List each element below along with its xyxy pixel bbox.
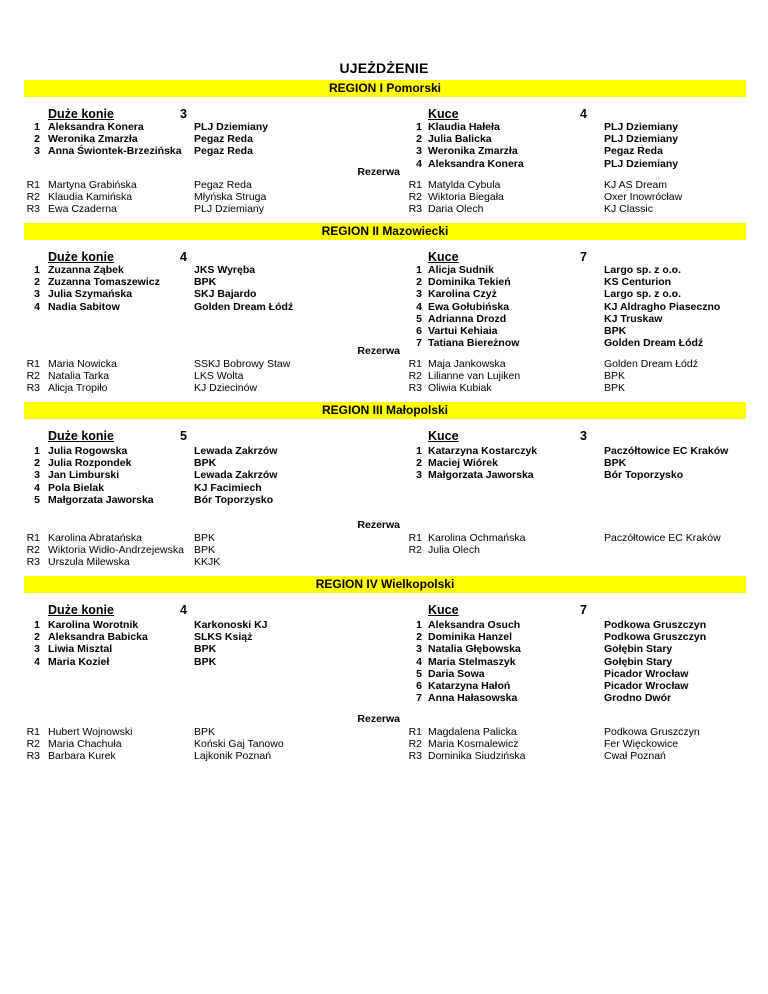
entry-rider-name: Tatiana Biereżnow	[428, 337, 520, 350]
reserve-rider-name: Ewa Czaderna	[48, 203, 117, 216]
reserve-list	[0, 532, 768, 556]
entry-number: 1	[34, 121, 40, 133]
reserve-club-name: KJ AS Dream	[604, 179, 668, 191]
entry-number: 3	[416, 469, 422, 482]
entry-number: 1	[416, 619, 422, 631]
entry-number: 5	[34, 493, 40, 506]
reserve-club-name: PLJ Dziemiany	[194, 203, 265, 216]
reserve-rider-name: Maria Kosmalewicz	[428, 738, 519, 751]
entry-number: 1	[416, 264, 422, 276]
reserve-club-name: BPK	[194, 726, 216, 738]
entry-number: 2	[34, 457, 40, 470]
entry-club-name: PLJ Dziemiany	[194, 121, 269, 133]
reserve-list	[0, 179, 768, 216]
reserve-rider-name: Lilianne van Lujiken	[428, 370, 521, 383]
entry-rider-name: Natalia Głębowska	[428, 643, 521, 656]
reserve-number: R3	[26, 203, 40, 216]
entry-rider-name: Maria Kozieł	[48, 655, 110, 668]
entry-row	[0, 288, 768, 300]
entry-club-name: KJ Aldragho Piaseczno	[604, 300, 721, 313]
reserve-row	[0, 532, 768, 544]
reserve-club-name: KJ Dziecinów	[194, 382, 258, 395]
entry-number: 1	[34, 264, 40, 276]
reserve-club-name: Lajkonik Poznań	[194, 750, 272, 763]
category-count: 5	[180, 429, 187, 443]
reserve-number: R1	[26, 532, 40, 544]
entry-row	[0, 445, 768, 457]
entry-club-name: Podkowa Gruszczyn	[604, 619, 707, 631]
entry-club-name: Bór Toporzysko	[604, 469, 684, 482]
reserve-number: R2	[408, 191, 422, 204]
entry-rider-name: Zuzanna Ząbek	[48, 264, 124, 276]
entry-number: 4	[416, 300, 422, 313]
entry-row	[0, 313, 768, 325]
category-count: 4	[180, 603, 187, 617]
reserve-row	[0, 382, 768, 394]
entry-rider-name: Julia Rozpondek	[48, 457, 132, 470]
entry-club-name: PLJ Dziemiany	[604, 121, 679, 133]
entry-number: 4	[416, 157, 422, 170]
entry-number: 1	[416, 445, 422, 457]
reserve-number: R1	[26, 358, 40, 370]
entry-rider-name: Dominika Tekień	[428, 276, 511, 289]
entry-row	[0, 145, 768, 157]
reserve-club-name: BPK	[604, 382, 626, 395]
region-header: REGION IV Wielkopolski	[24, 576, 746, 593]
entry-rider-name: Karolina Czyż	[428, 288, 497, 301]
entry-club-name: Karkonoski KJ	[194, 619, 268, 631]
reserve-number: R3	[26, 750, 40, 763]
reserve-rider-name: Martyna Grabińska	[48, 179, 137, 191]
reserve-rider-name: Karolina Abratańska	[48, 532, 142, 544]
reserve-club-name: Podkowa Gruszczyn	[604, 726, 700, 738]
category-heading: Kuce	[428, 107, 459, 121]
reserve-number: R1	[408, 358, 422, 370]
entry-number: 2	[416, 133, 422, 146]
entry-number: 3	[34, 643, 40, 656]
reserve-club-name: BPK	[194, 544, 216, 557]
entry-club-name: KS Centurion	[604, 276, 672, 289]
reserve-number: R3	[26, 382, 40, 395]
entry-number: 2	[34, 631, 40, 644]
entry-row	[0, 121, 768, 133]
reserve-rider-name: Oliwia Kubiak	[428, 382, 492, 395]
reserve-number: R1	[26, 179, 40, 191]
reserve-club-name: BPK	[604, 370, 626, 383]
entry-number: 2	[34, 133, 40, 146]
entry-row	[0, 680, 768, 692]
entry-club-name: BPK	[604, 457, 627, 470]
entry-club-name: Paczółtowice EC Kraków	[604, 445, 729, 457]
entry-rider-name: Klaudia Hałeła	[428, 121, 500, 133]
entry-row	[0, 494, 768, 506]
reserve-rider-name: Wiktoria Biegała	[428, 191, 504, 204]
category-heading: Duże konie	[48, 603, 114, 617]
reserve-rider-name: Hubert Wojnowski	[48, 726, 133, 738]
entry-list	[0, 121, 768, 170]
entry-number: 1	[416, 121, 422, 133]
entry-rider-name: Aleksandra Konera	[48, 121, 144, 133]
reserve-label: Rezerwa	[357, 713, 400, 725]
entry-rider-name: Katarzyna Hałoń	[428, 679, 511, 692]
entry-club-name: JKS Wyręba	[194, 264, 256, 276]
entry-row	[0, 619, 768, 631]
entry-rider-name: Weronika Zmarzła	[48, 133, 138, 146]
entry-number: 2	[34, 276, 40, 289]
entry-number: 5	[416, 667, 422, 680]
reserve-rider-name: Alicja Tropiło	[48, 382, 108, 395]
reserve-list	[0, 358, 768, 395]
reserve-label: Rezerwa	[357, 166, 400, 178]
entry-list	[0, 264, 768, 349]
entry-rider-name: Aleksandra Konera	[428, 157, 524, 170]
entry-rider-name: Małgorzata Jaworska	[428, 469, 534, 482]
reserve-row	[0, 370, 768, 382]
entry-club-name: BPK	[194, 655, 217, 668]
entry-row	[0, 264, 768, 276]
reserve-row	[0, 726, 768, 738]
entry-club-name: BPK	[194, 643, 217, 656]
entry-rider-name: Vartui Kehiaia	[428, 324, 498, 337]
entry-number: 5	[416, 312, 422, 325]
entry-club-name: Picador Wrocław	[604, 667, 689, 680]
entry-club-name: Gołębin Stary	[604, 643, 673, 656]
reserve-number: R2	[26, 191, 40, 204]
entry-club-name: Lewada Zakrzów	[194, 445, 278, 457]
entry-row	[0, 301, 768, 313]
entry-row	[0, 631, 768, 643]
reserve-rider-name: Maria Chachuła	[48, 738, 122, 751]
entry-number: 6	[416, 324, 422, 337]
entry-rider-name: Małgorzata Jaworska	[48, 493, 154, 506]
entry-number: 3	[416, 643, 422, 656]
entry-club-name: BPK	[194, 457, 217, 470]
entry-club-name: SKJ Bajardo	[194, 288, 257, 301]
reserve-club-name: BPK	[194, 532, 216, 544]
entry-list	[0, 619, 768, 704]
entry-number: 2	[416, 276, 422, 289]
entry-number: 7	[416, 337, 422, 350]
entry-number: 1	[34, 619, 40, 631]
entry-row	[0, 469, 768, 481]
entry-rider-name: Aleksandra Osuch	[428, 619, 521, 631]
entry-rider-name: Liwia Misztal	[48, 643, 113, 656]
page-title: UJEŻDŻENIE	[339, 60, 429, 76]
reserve-rider-name: Klaudia Kamińska	[48, 191, 133, 204]
reserve-rider-name: Matylda Cybula	[428, 179, 501, 191]
entry-rider-name: Zuzanna Tomaszewicz	[48, 276, 160, 289]
entry-row	[0, 457, 768, 469]
entry-rider-name: Katarzyna Kostarczyk	[428, 445, 538, 457]
entry-club-name: Pegaz Reda	[194, 133, 253, 146]
reserve-label: Rezerwa	[357, 345, 400, 357]
reserve-club-name: KKJK	[194, 556, 221, 569]
reserve-club-name: Pegaz Reda	[194, 179, 252, 191]
reserve-rider-name: Daria Olech	[428, 203, 484, 216]
reserve-rider-name: Barbara Kurek	[48, 750, 116, 763]
entry-rider-name: Adrianna Drozd	[428, 312, 507, 325]
entry-number: 3	[34, 288, 40, 301]
entry-rider-name: Maria Stelmaszyk	[428, 655, 516, 668]
reserve-club-name: SSKJ Bobrowy Staw	[194, 358, 291, 370]
reserve-club-name: LKS Wolta	[194, 370, 244, 383]
entry-rider-name: Dominika Hanzel	[428, 631, 513, 644]
entry-number: 7	[416, 692, 422, 705]
entry-club-name: PLJ Dziemiany	[604, 133, 679, 146]
entry-club-name: Golden Dream Łódź	[194, 300, 294, 313]
entry-number: 2	[416, 631, 422, 644]
entry-rider-name: Julia Rogowska	[48, 445, 128, 457]
reserve-number: R2	[26, 738, 40, 751]
category-count: 4	[180, 250, 187, 264]
entry-row	[0, 643, 768, 655]
reserve-club-name: Oxer Inowrócław	[604, 191, 683, 204]
entry-rider-name: Alicja Sudnik	[428, 264, 494, 276]
reserve-number: R1	[408, 726, 422, 738]
entry-row	[0, 276, 768, 288]
entry-row	[0, 482, 768, 494]
entry-club-name: Grodno Dwór	[604, 692, 672, 705]
reserve-rider-name: Wiktoria Widło-Andrzejewska	[48, 544, 184, 557]
category-count: 3	[180, 107, 187, 121]
entry-row	[0, 325, 768, 337]
entry-row	[0, 656, 768, 668]
entry-rider-name: Julia Szymańska	[48, 288, 133, 301]
reserve-number: R3	[408, 382, 422, 395]
reserve-rider-name: Julia Olech	[428, 544, 480, 557]
reserve-row	[0, 544, 768, 556]
entry-club-name: Lewada Zakrzów	[194, 469, 278, 482]
reserve-number: R2	[408, 370, 422, 383]
entry-club-name: PLJ Dziemiany	[604, 157, 679, 170]
entry-number: 1	[34, 445, 40, 457]
entry-rider-name: Ewa Gołubińska	[428, 300, 510, 313]
category-heading: Duże konie	[48, 250, 114, 264]
reserve-number: R1	[26, 726, 40, 738]
category-heading: Duże konie	[48, 429, 114, 443]
entry-rider-name: Karolina Worotnik	[48, 619, 139, 631]
reserve-rider-name: Karolina Ochmańska	[428, 532, 526, 544]
reserve-club-name: Golden Dream Łódź	[604, 358, 698, 370]
entry-club-name: Pegaz Reda	[604, 145, 663, 158]
reserve-number: R3	[26, 556, 40, 569]
reserve-number: R2	[26, 544, 40, 557]
entry-number: 6	[416, 679, 422, 692]
reserve-club-name: Koński Gaj Tanowo	[194, 738, 284, 751]
category-count: 7	[580, 603, 587, 617]
reserve-number: R3	[408, 203, 422, 216]
entry-rider-name: Weronika Zmarzła	[428, 145, 518, 158]
region-header: REGION I Pomorski	[24, 80, 746, 97]
reserve-row	[0, 203, 768, 215]
reserve-rider-name: Maria Nowicka	[48, 358, 117, 370]
reserve-row	[0, 179, 768, 191]
reserve-number: R3	[408, 750, 422, 763]
entry-club-name: BPK	[194, 276, 217, 289]
reserve-club-name: KJ Classic	[604, 203, 654, 216]
reserve-row	[0, 750, 768, 762]
entry-club-name: Podkowa Gruszczyn	[604, 631, 707, 644]
entry-number: 2	[416, 457, 422, 470]
category-heading: Kuce	[428, 603, 459, 617]
category-heading: Kuce	[428, 429, 459, 443]
category-count: 7	[580, 250, 587, 264]
category-count: 3	[580, 429, 587, 443]
entry-club-name: Picador Wrocław	[604, 679, 689, 692]
reserve-number: R1	[408, 532, 422, 544]
category-heading: Kuce	[428, 250, 459, 264]
reserve-number: R2	[408, 738, 422, 751]
entry-number: 4	[34, 655, 40, 668]
entry-row	[0, 692, 768, 704]
reserve-club-name: Paczółtowice EC Kraków	[604, 532, 721, 544]
entry-rider-name: Julia Balicka	[428, 133, 492, 146]
reserve-list	[0, 726, 768, 763]
reserve-rider-name: Natalia Tarka	[48, 370, 110, 383]
reserve-club-name: Cwał Poznań	[604, 750, 666, 763]
reserve-row	[0, 358, 768, 370]
reserve-number: R2	[26, 370, 40, 383]
reserve-club-name: Fer Więckowice	[604, 738, 679, 751]
entry-number: 3	[416, 145, 422, 158]
reserve-row	[0, 738, 768, 750]
reserve-rider-name: Urszula Milewska	[48, 556, 130, 569]
entry-rider-name: Anna Hałasowska	[428, 692, 518, 705]
entry-rider-name: Daria Sowa	[428, 667, 485, 680]
entry-rider-name: Aleksandra Babicka	[48, 631, 148, 644]
reserve-row	[0, 191, 768, 203]
category-count: 4	[580, 107, 587, 121]
entry-rider-name: Maciej Wiórek	[428, 457, 498, 470]
entry-rider-name: Nadia Sabitow	[48, 300, 120, 313]
entry-number: 3	[416, 288, 422, 301]
reserve-row	[0, 556, 768, 568]
reserve-label: Rezerwa	[357, 519, 400, 531]
entry-rider-name: Pola Bielak	[48, 481, 105, 494]
entry-club-name: KJ Truskaw	[604, 312, 663, 325]
entry-club-name: Golden Dream Łódź	[604, 337, 704, 350]
entry-club-name: BPK	[604, 324, 627, 337]
entry-rider-name: Jan Limburski	[48, 469, 120, 482]
entry-number: 4	[34, 481, 40, 494]
reserve-number: R2	[408, 544, 422, 557]
entry-club-name: KJ Facimiech	[194, 481, 262, 494]
reserve-rider-name: Magdalena Palicka	[428, 726, 517, 738]
entry-number: 3	[34, 145, 40, 158]
category-heading: Duże konie	[48, 107, 114, 121]
entry-row	[0, 133, 768, 145]
entry-club-name: Pegaz Reda	[194, 145, 253, 158]
entry-row	[0, 668, 768, 680]
entry-club-name: Gołębin Stary	[604, 655, 673, 668]
entry-club-name: SLKS Książ	[194, 631, 253, 644]
reserve-club-name: Młyńska Struga	[194, 191, 267, 204]
region-header: REGION III Małopolski	[24, 402, 746, 419]
entry-rider-name: Anna Świontek-Brzezińska	[48, 145, 182, 158]
entry-club-name: Largo sp. z o.o.	[604, 264, 682, 276]
entry-club-name: Bór Toporzysko	[194, 493, 274, 506]
entry-number: 4	[416, 655, 422, 668]
entry-list	[0, 445, 768, 482]
entry-number: 3	[34, 469, 40, 482]
region-header: REGION II Mazowiecki	[24, 223, 746, 240]
reserve-number: R1	[408, 179, 422, 191]
reserve-rider-name: Maja Jankowska	[428, 358, 506, 370]
entry-club-name: Largo sp. z o.o.	[604, 288, 682, 301]
reserve-rider-name: Dominika Siudzińska	[428, 750, 526, 763]
entry-number: 4	[34, 300, 40, 313]
